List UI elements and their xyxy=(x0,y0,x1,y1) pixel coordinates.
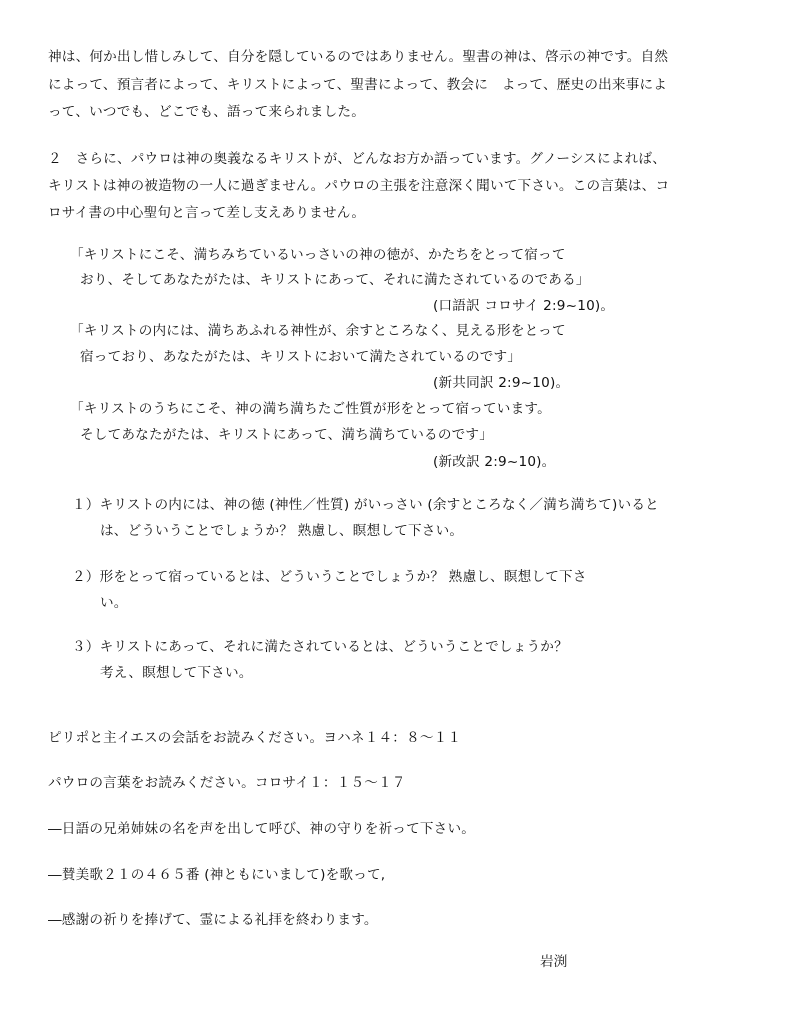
closing-colossians-reading: パウロの言葉をお読みください。コロサイ１：１５～１７ xyxy=(48,775,406,791)
question-2-line-2: い。 xyxy=(100,595,128,611)
quote-kougo-line-1: 「キリストにこそ、満ちみちているいっさいの神の徳が、かたちをとって宿って xyxy=(70,247,566,263)
quote-shinkai-citation: (新改訳 2:9~10)。 xyxy=(433,454,556,470)
quote-shinkyodo-citation: (新共同訳 2:9~10)。 xyxy=(433,375,570,391)
quote-shinkyodo-line-2: 宿っており、あなたがたは、キリストにおいて満たされているのです」 xyxy=(80,349,522,365)
question-3-line-2: 考え、瞑想して下さい。 xyxy=(100,665,253,681)
quote-shinkai-line-2: そしてあなたがたは、キリストにあって、満ち満ちているのです」 xyxy=(80,427,493,443)
closing-thanksgiving: ―感謝の祈りを捧げて、霊による礼拝を終わります。 xyxy=(48,912,378,928)
intro-line-1: 神は、何か出し惜しみして、自分を隠しているのではありません。聖書の神は、啓示の神です。自然 xyxy=(48,49,669,65)
section2-line-2: キリストは神の被造物の一人に過ぎません。パウロの主張を注意深く聞いて下さい。この言葉は、コ xyxy=(48,178,670,194)
closing-prayer-names: ―日語の兄弟姉妹の名を声を出して呼び、神の守りを祈って下さい。 xyxy=(48,821,476,837)
quote-kougo-citation: (口語訳 コロサイ 2:9~10)。 xyxy=(433,298,615,314)
question-1-line-1: １）キリストの内には、神の徳 (神性／性質) がいっさい (余すところなく／満ち満ちて)いると xyxy=(72,497,659,513)
closing-hymn: ―賛美歌２１の４６５番 (神ともにいまして)を歌って, xyxy=(48,867,386,883)
question-2-line-1: ２）形をとって宿っているとは、どういうことでしょうか？ 熟慮し、瞑想して下さ xyxy=(72,569,587,585)
question-1-line-2: は、どういうことでしょうか？ 熟慮し、瞑想して下さい。 xyxy=(100,523,464,539)
quote-kougo-line-2: おり、そしてあなたがたは、キリストにあって、それに満たされているのである」 xyxy=(80,272,590,288)
signature: 岩渕 xyxy=(540,954,568,970)
quote-shinkai-line-1: 「キリストのうちにこそ、神の満ち満ちたご性質が形をとって宿っています。 xyxy=(70,401,551,417)
intro-line-3: って、いつでも、どこでも、語って来られました。 xyxy=(48,104,365,120)
question-3-line-1: ３）キリストにあって、それに満たされているとは、どういうことでしょうか？ xyxy=(72,639,568,655)
section2-line-3: ロサイ書の中心聖句と言って差し支えありません。 xyxy=(48,205,366,221)
intro-line-2: によって、預言者によって、キリストによって、聖書によって、教会に よって、歴史の出来事によ xyxy=(48,77,668,93)
closing-john-reading: ピリポと主イエスの会話をお読みください。ヨハネ１４：８～１１ xyxy=(48,730,462,746)
quote-shinkyodo-line-1: 「キリストの内には、満ちあふれる神性が、余すところなく、見える形をとって xyxy=(70,323,566,339)
section2-line-1: ２ さらに、パウロは神の奥義なるキリストが、どんなお方か語っています。グノーシスによれば、 xyxy=(48,151,666,167)
